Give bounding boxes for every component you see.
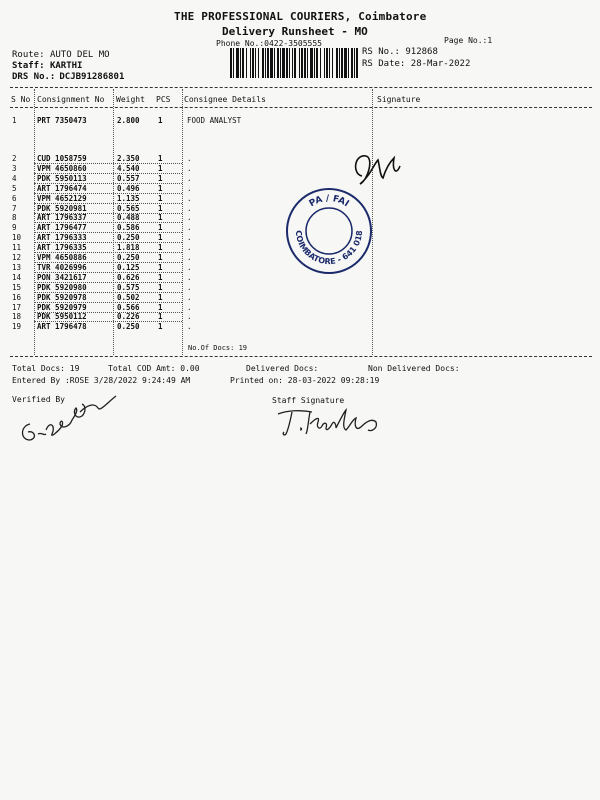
row-consignee-details: . bbox=[187, 243, 192, 253]
barcode-bar bbox=[301, 48, 303, 78]
row-sno: 2 bbox=[12, 154, 17, 163]
barcode-bar bbox=[265, 48, 266, 78]
barcode-bar bbox=[344, 48, 347, 78]
row-pcs: 1 bbox=[158, 193, 163, 203]
row-consignee-details: . bbox=[187, 233, 192, 243]
barcode-bar bbox=[316, 48, 318, 78]
barcode-bar bbox=[240, 48, 241, 78]
barcode-bar bbox=[348, 48, 349, 78]
row-weight: 0.626 bbox=[117, 272, 140, 282]
row-weight: 0.496 bbox=[117, 183, 140, 193]
row-consignee-details: . bbox=[187, 154, 192, 163]
row-consignment-no: PDK 5950112 bbox=[37, 312, 87, 322]
col-header-sno: S No bbox=[11, 95, 31, 104]
barcode-bar bbox=[314, 48, 315, 78]
row-pcs: 1 bbox=[158, 163, 163, 173]
document-title: Delivery Runsheet - MO bbox=[222, 25, 368, 38]
barcode-bar bbox=[356, 48, 358, 78]
row-consignment-no: ART 1796337 bbox=[37, 213, 87, 223]
row-weight: 0.250 bbox=[117, 253, 140, 262]
barcode-bar bbox=[329, 48, 330, 78]
row-sno: 1 bbox=[12, 116, 17, 125]
stamp-bottom-text: COIMBATORE - 641 018 bbox=[293, 229, 365, 267]
row-consignment-no: ART 1796335 bbox=[37, 243, 87, 253]
barcode-bar bbox=[286, 48, 288, 78]
barcode-bar bbox=[280, 48, 281, 78]
row-pcs: 1 bbox=[158, 253, 163, 262]
barcode-bar bbox=[307, 48, 308, 78]
row-consignment-no: VPM 4650860 bbox=[37, 163, 87, 173]
barcode-bar bbox=[270, 48, 273, 78]
row-weight: 0.502 bbox=[117, 292, 140, 302]
barcode-bar bbox=[324, 48, 325, 78]
barcode-bar bbox=[336, 48, 338, 78]
row-weight: 0.488 bbox=[117, 213, 140, 223]
row-sno: 13 bbox=[12, 262, 22, 272]
row-weight: 1.818 bbox=[117, 243, 140, 253]
page-number: Page No.:1 bbox=[444, 36, 493, 45]
svg-text:PA / FAI bbox=[308, 194, 351, 209]
barcode-bar bbox=[354, 48, 355, 78]
row-pcs: 1 bbox=[158, 173, 163, 183]
rs-number-label: RS No.: bbox=[362, 47, 400, 57]
barcode-bar bbox=[282, 48, 285, 78]
row-consignment-no: ART 1796477 bbox=[37, 223, 87, 233]
barcode-bar bbox=[294, 48, 296, 78]
phone-number: Phone No.:0422-3505555 bbox=[216, 39, 322, 48]
barcode-bar bbox=[339, 48, 340, 78]
row-pcs: 1 bbox=[158, 322, 163, 332]
no-of-docs: No.Of Docs: 19 bbox=[188, 344, 248, 352]
row-weight: 0.566 bbox=[117, 302, 140, 312]
row-consignee-details: . bbox=[187, 312, 192, 322]
row-consignee-details: FOOD ANALYST bbox=[187, 116, 242, 125]
row-consignment-no: PDK 5920980 bbox=[37, 282, 87, 292]
row-sno: 7 bbox=[12, 203, 17, 213]
row-sno: 4 bbox=[12, 173, 17, 183]
barcode-bar bbox=[230, 48, 232, 78]
row-consignee-details: . bbox=[187, 203, 192, 213]
row-consignment-no: CUD 1058759 bbox=[37, 154, 87, 163]
row-pcs: 1 bbox=[158, 243, 163, 253]
table-divider-bottom bbox=[10, 356, 592, 357]
row-consignee-details: . bbox=[187, 292, 192, 302]
barcode-bar bbox=[326, 48, 328, 78]
barcode-bar bbox=[262, 48, 264, 78]
header-divider-top bbox=[10, 87, 592, 88]
row-consignment-no: ART 1796474 bbox=[37, 183, 87, 193]
rubber-stamp bbox=[284, 186, 374, 276]
row-weight: 0.586 bbox=[117, 223, 140, 233]
drs-line bbox=[12, 72, 124, 82]
entered-by: Entered By :ROSE 3/28/2022 9:24:49 AM bbox=[12, 376, 191, 385]
rs-date-value: 28-Mar-2022 bbox=[410, 59, 471, 69]
non-delivered-docs: Non Delivered Docs: bbox=[368, 364, 460, 373]
row-weight: 2.800 bbox=[117, 116, 140, 125]
col-header-weight: Weight bbox=[116, 95, 145, 104]
row-pcs: 1 bbox=[158, 213, 163, 223]
recipient-signature bbox=[350, 146, 410, 191]
row-sno: 11 bbox=[12, 243, 22, 253]
row-consignee-details: . bbox=[187, 193, 192, 203]
barcode-bar bbox=[277, 48, 279, 78]
col-header-consignment: Consignment No bbox=[37, 95, 105, 104]
staff-value: KARTHI bbox=[49, 61, 83, 71]
barcode-bar bbox=[304, 48, 306, 78]
barcode-bar bbox=[332, 48, 333, 78]
row-consignee-details: . bbox=[187, 322, 192, 332]
row-sno: 12 bbox=[12, 253, 22, 262]
row-consignee-details: . bbox=[187, 282, 192, 292]
row-weight: 0.250 bbox=[117, 233, 140, 243]
barcode-bar bbox=[246, 48, 247, 78]
verifier-signature bbox=[16, 390, 136, 450]
col-header-consignee: Consignee Details bbox=[184, 95, 266, 104]
row-pcs: 1 bbox=[158, 233, 163, 243]
row-weight: 0.557 bbox=[117, 173, 140, 183]
row-weight: 2.350 bbox=[117, 154, 140, 163]
barcode-bar bbox=[233, 48, 234, 78]
barcode-bar bbox=[267, 48, 269, 78]
row-sno: 17 bbox=[12, 302, 22, 312]
verified-by-label: Verified By bbox=[12, 395, 65, 404]
svg-text:COIMBATORE - 641 018 bbox=[294, 230, 364, 267]
row-consignment-no: VPM 4650886 bbox=[37, 253, 87, 262]
staff-signature-label: Staff Signature bbox=[272, 396, 345, 405]
barcode-bar bbox=[289, 48, 290, 78]
staff-signature bbox=[272, 402, 412, 442]
row-sno: 19 bbox=[12, 322, 22, 332]
row-sno: 6 bbox=[12, 193, 17, 203]
row-pcs: 1 bbox=[158, 292, 163, 302]
row-weight: 0.226 bbox=[117, 312, 140, 322]
barcode-bar bbox=[236, 48, 239, 78]
barcode-bar bbox=[252, 48, 254, 78]
row-consignee-details: . bbox=[187, 253, 192, 262]
row-pcs: 1 bbox=[158, 282, 163, 292]
barcode-bar bbox=[255, 48, 256, 78]
rs-number-line bbox=[362, 47, 438, 57]
row-consignment-no: PDK 5920981 bbox=[37, 203, 87, 213]
barcode-bar bbox=[310, 48, 313, 78]
header-divider-bottom bbox=[10, 107, 592, 108]
row-pcs: 1 bbox=[158, 154, 163, 163]
row-consignment-no: PON 3421617 bbox=[37, 272, 87, 282]
drs-label: DRS No.: bbox=[12, 72, 56, 82]
row-consignee-details: . bbox=[187, 302, 192, 312]
total-docs: Total Docs: 19 bbox=[12, 364, 80, 373]
row-sno: 8 bbox=[12, 213, 17, 223]
row-consignee-details: . bbox=[187, 262, 192, 272]
col-header-pcs: PCS bbox=[156, 95, 171, 104]
row-consignee-details: . bbox=[187, 183, 192, 193]
row-consignment-no: PRT 7350473 bbox=[37, 116, 87, 125]
route-line bbox=[12, 50, 110, 60]
row-pcs: 1 bbox=[158, 262, 163, 272]
row-consignment-no: ART 1796478 bbox=[37, 322, 87, 332]
row-pcs: 1 bbox=[158, 272, 163, 282]
barcode-bar bbox=[258, 48, 259, 78]
company-title: THE PROFESSIONAL COURIERS, Coimbatore bbox=[174, 10, 427, 23]
row-consignee-details: . bbox=[187, 173, 192, 183]
rs-date-line bbox=[362, 59, 470, 69]
row-pcs: 1 bbox=[158, 302, 163, 312]
row-sno: 5 bbox=[12, 183, 17, 193]
barcode-bar bbox=[242, 48, 244, 78]
row-consignment-no: VPM 4652129 bbox=[37, 193, 87, 203]
row-sno: 3 bbox=[12, 163, 17, 173]
row-pcs: 1 bbox=[158, 312, 163, 322]
row-pcs: 1 bbox=[158, 203, 163, 213]
barcode bbox=[230, 48, 358, 78]
col-header-signature: Signature bbox=[377, 95, 421, 104]
row-weight: 0.250 bbox=[117, 322, 140, 332]
col-divider bbox=[182, 89, 183, 355]
row-weight: 0.565 bbox=[117, 203, 140, 213]
row-sno: 18 bbox=[12, 312, 22, 322]
row-sno: 15 bbox=[12, 282, 22, 292]
stamp-top-text: PA / FAI bbox=[307, 193, 351, 210]
row-consignee-details: . bbox=[187, 272, 192, 282]
printed-on: Printed on: 28-03-2022 09:28:19 bbox=[230, 376, 380, 385]
staff-line bbox=[12, 61, 82, 71]
barcode-bar bbox=[351, 48, 353, 78]
route-value: AUTO DEL MO bbox=[49, 50, 110, 60]
row-consignment-no: ART 1796333 bbox=[37, 233, 87, 243]
staff-label: Staff: bbox=[12, 61, 45, 71]
total-cod: Total COD Amt: 0.00 bbox=[108, 364, 200, 373]
row-consignment-no: TVR 4026996 bbox=[37, 262, 87, 272]
drs-value: DCJB91286801 bbox=[59, 72, 125, 82]
rs-date-label: RS Date: bbox=[362, 59, 406, 69]
row-consignment-no: PDK 5920978 bbox=[37, 292, 87, 302]
row-pcs: 1 bbox=[158, 116, 163, 125]
row-sno: 9 bbox=[12, 223, 17, 233]
rs-number-value: 912868 bbox=[405, 47, 438, 57]
row-sno: 16 bbox=[12, 292, 22, 302]
row-sno: 10 bbox=[12, 233, 22, 243]
row-consignee-details: . bbox=[187, 213, 192, 223]
barcode-bar bbox=[292, 48, 293, 78]
row-sno: 14 bbox=[12, 272, 22, 282]
barcode-bar bbox=[274, 48, 275, 78]
barcode-bar bbox=[250, 48, 251, 78]
row-pcs: 1 bbox=[158, 183, 163, 193]
row-weight: 1.135 bbox=[117, 193, 140, 203]
row-consignee-details: . bbox=[187, 163, 192, 173]
barcode-bar bbox=[299, 48, 300, 78]
row-weight: 4.540 bbox=[117, 163, 140, 173]
row-pcs: 1 bbox=[158, 223, 163, 233]
row-weight: 0.125 bbox=[117, 262, 140, 272]
row-consignment-no: PDK 5950113 bbox=[37, 173, 87, 183]
barcode-bar bbox=[320, 48, 321, 78]
row-weight: 0.575 bbox=[117, 282, 140, 292]
row-consignee-details: . bbox=[187, 223, 192, 233]
barcode-bar bbox=[341, 48, 343, 78]
delivered-docs: Delivered Docs: bbox=[246, 364, 319, 373]
route-label: Route: bbox=[12, 50, 45, 60]
row-consignment-no: PDK 5920979 bbox=[37, 302, 87, 312]
